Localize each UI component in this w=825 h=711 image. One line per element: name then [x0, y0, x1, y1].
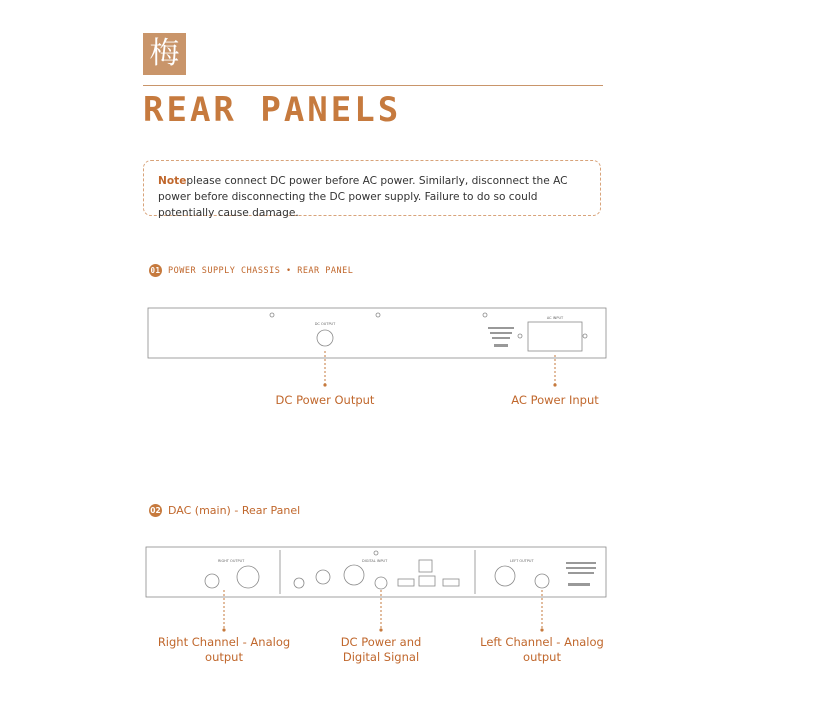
optical-port	[398, 579, 414, 586]
rca-right	[205, 574, 219, 588]
section-title: DAC (main) - Rear Panel	[168, 504, 301, 517]
panel-label-left: LEFT OUTPUT	[510, 559, 534, 563]
usb-port	[419, 560, 432, 572]
label-dc-power-output: DC Power Output	[275, 393, 375, 407]
label-dc-power-digital: DC Power and Digital Signal	[340, 635, 422, 664]
panel-label-right: RIGHT OUTPUT	[218, 559, 245, 563]
note-label: Note	[158, 175, 187, 187]
optical-port	[443, 579, 459, 586]
rca-left	[535, 574, 549, 588]
panel-label-ac: AC INPUT	[546, 316, 564, 320]
xlr-right	[237, 566, 259, 588]
screw-hole	[374, 551, 378, 555]
section-number-badge: 02	[150, 506, 161, 515]
section-number-badge: 01	[150, 266, 161, 275]
page-title: REAR PANELS	[143, 90, 402, 130]
xlr-left	[495, 566, 515, 586]
digital-xlr	[344, 565, 364, 585]
brand-logo: 梅	[143, 33, 186, 75]
note-text: please connect DC power before AC power. Similarly, disconnect the AC power before disconnecting the DC power supply. Failure to do so could potentially cause damage.	[158, 175, 568, 219]
label-ac-power-input: AC Power Input	[511, 393, 599, 407]
digital-connector	[316, 570, 330, 584]
dc-connector	[375, 577, 387, 589]
dac-rear-panel	[146, 547, 606, 597]
panel-label-dc: DC OUTPUT	[314, 322, 336, 326]
digital-connector	[294, 578, 304, 588]
label-left-channel: Left Channel - Analog output	[480, 635, 604, 664]
section-title: POWER SUPPLY CHASSIS • REAR PANEL	[168, 265, 354, 276]
panel-label-digital: DIGITAL INPUT	[362, 559, 388, 563]
label-right-channel: Right Channel - Analog output	[157, 635, 291, 664]
usb-port	[419, 576, 435, 586]
